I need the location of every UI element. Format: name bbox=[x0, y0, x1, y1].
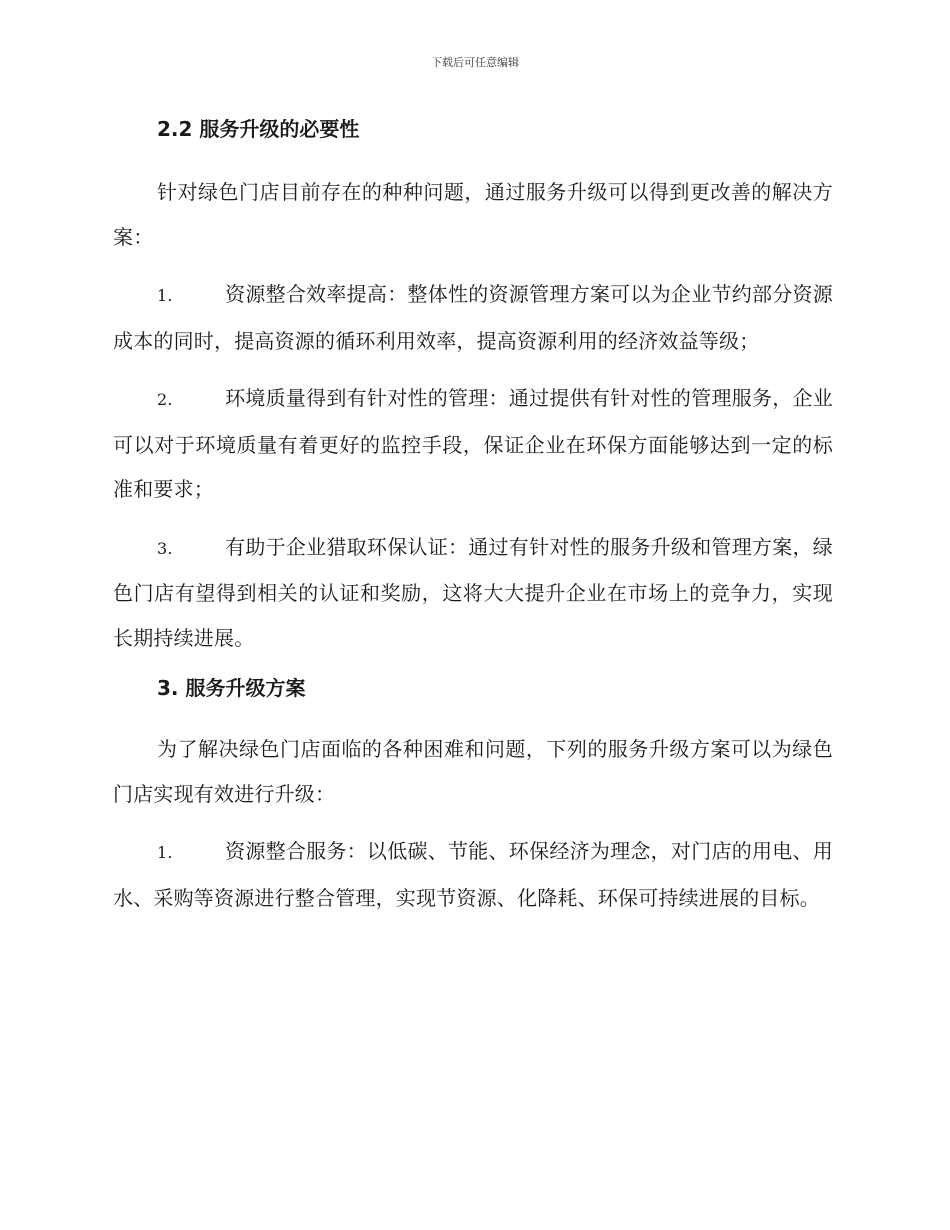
list-item-number: 3. bbox=[157, 538, 173, 558]
list-item-text: 资源整合服务：以低碳、节能、环保经济为理念，对门店的用电、用水、采购等资源进行整合管理，实现节资源、化降耗、环保可持续进展的目标。 bbox=[113, 839, 833, 910]
list-item-text: 资源整合效率提高：整体性的资源管理方案可以为企业节约部分资源成本的同时，提高资源的循环利用效率，提高资源利用的经济效益等级； bbox=[113, 282, 833, 353]
list-item-text: 有助于企业猎取环保认证：通过有针对性的服务升级和管理方案，绿色门店有望得到相关的认证和奖励，这将大大提升企业在市场上的竞争力，实现长期持续进展。 bbox=[113, 534, 833, 650]
list-item-number: 1. bbox=[157, 843, 173, 862]
document-body bbox=[113, 113, 833, 920]
page-header-note: 下载后可任意编辑 bbox=[431, 56, 519, 69]
section-2-2-intro: 针对绿色门店目前存在的种种问题，通过服务升级可以得到更改善的解决方案： bbox=[113, 180, 833, 249]
list-item bbox=[113, 272, 833, 363]
section-heading-2-2: 2.2 服务升级的必要性 bbox=[157, 117, 360, 141]
list-item bbox=[113, 376, 833, 512]
list-item-number: 2. bbox=[157, 390, 173, 409]
section-heading-3: 3. 服务升级方案 bbox=[157, 676, 306, 700]
list-item bbox=[113, 525, 833, 661]
list-item bbox=[113, 829, 833, 920]
list-item-number: 1. bbox=[157, 286, 173, 305]
list-item-text: 环境质量得到有针对性的管理：通过提供有针对性的管理服务，企业可以对于环境质量有着更好的监控手段，保证企业在环保方面能够达到一定的标准和要求； bbox=[113, 386, 833, 501]
section-3-intro: 为了解决绿色门店面临的各种困难和问题，下列的服务升级方案可以为绿色门店实现有效进行升级： bbox=[113, 737, 833, 806]
